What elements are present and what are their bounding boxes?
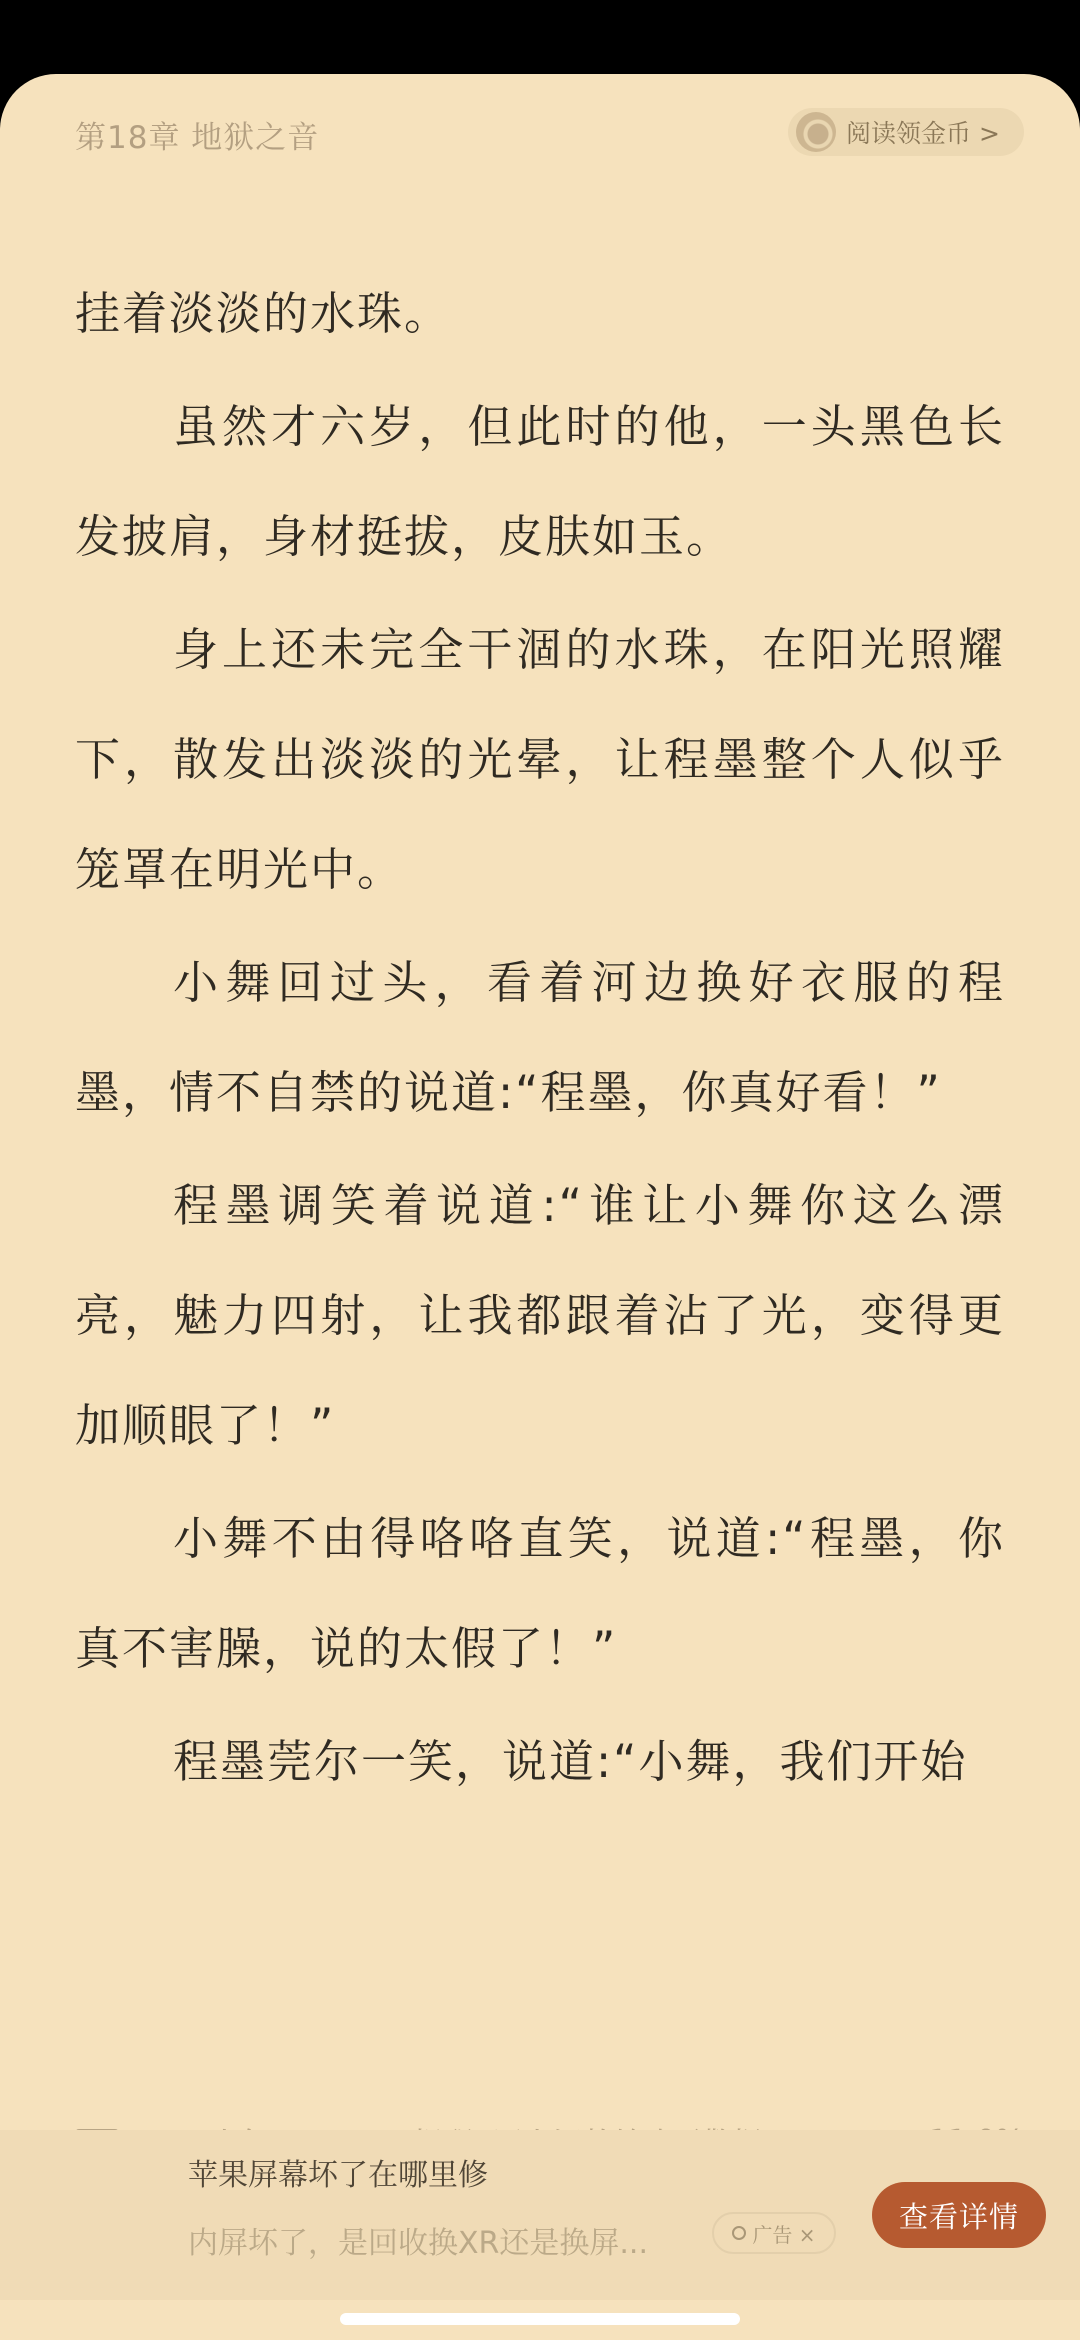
- reader-page[interactable]: [0, 74, 1080, 2340]
- ad-info-icon: [732, 2226, 746, 2240]
- paragraph: 程墨莞尔一笑，说道:“小舞，我们开始: [173, 1735, 968, 1788]
- read-earn-coins-button[interactable]: [788, 108, 1024, 156]
- ad-title: 苹果屏幕坏了在哪里修: [188, 2158, 488, 2193]
- coin-icon: [796, 112, 836, 152]
- chapter-title: 第18章 地狱之音: [75, 120, 320, 156]
- chapter-content[interactable]: [75, 259, 1005, 1820]
- home-indicator[interactable]: [340, 2313, 740, 2325]
- paragraph: 小舞不由得咯咯直笑，说道:“程墨，你真不害臊，说的太假了！”: [75, 1512, 1005, 1675]
- paragraph: 程墨调笑着说道:“谁让小舞你这么漂亮，魅力四射，让我都跟着沾了光，变得更加顺眼了！”: [75, 1179, 1005, 1452]
- paragraph: 虽然才六岁，但此时的他，一头黑色长发披肩，身材挺拔，皮肤如玉。: [75, 400, 1005, 563]
- paragraph: 身上还未完全干涸的水珠，在阳光照耀下，散发出淡淡的光晕，让程墨整个人似乎笼罩在明光中。: [75, 623, 1005, 896]
- ad-banner[interactable]: [0, 2130, 1080, 2300]
- ad-badge-label: 广告 ×: [752, 2222, 816, 2247]
- view-details-button[interactable]: 查看详情: [872, 2182, 1046, 2248]
- paragraph: 小舞回过头，看着河边换好衣服的程墨，情不自禁的说道:“程墨，你真好看！”: [75, 956, 1005, 1119]
- coin-button-label: 阅读领金币 >: [846, 119, 1000, 148]
- ad-subtitle: 内屏坏了，是回收换XR还是换屏...: [188, 2226, 649, 2261]
- ad-close-badge[interactable]: [712, 2212, 836, 2254]
- paragraph: 挂着淡淡的水珠。: [75, 287, 452, 340]
